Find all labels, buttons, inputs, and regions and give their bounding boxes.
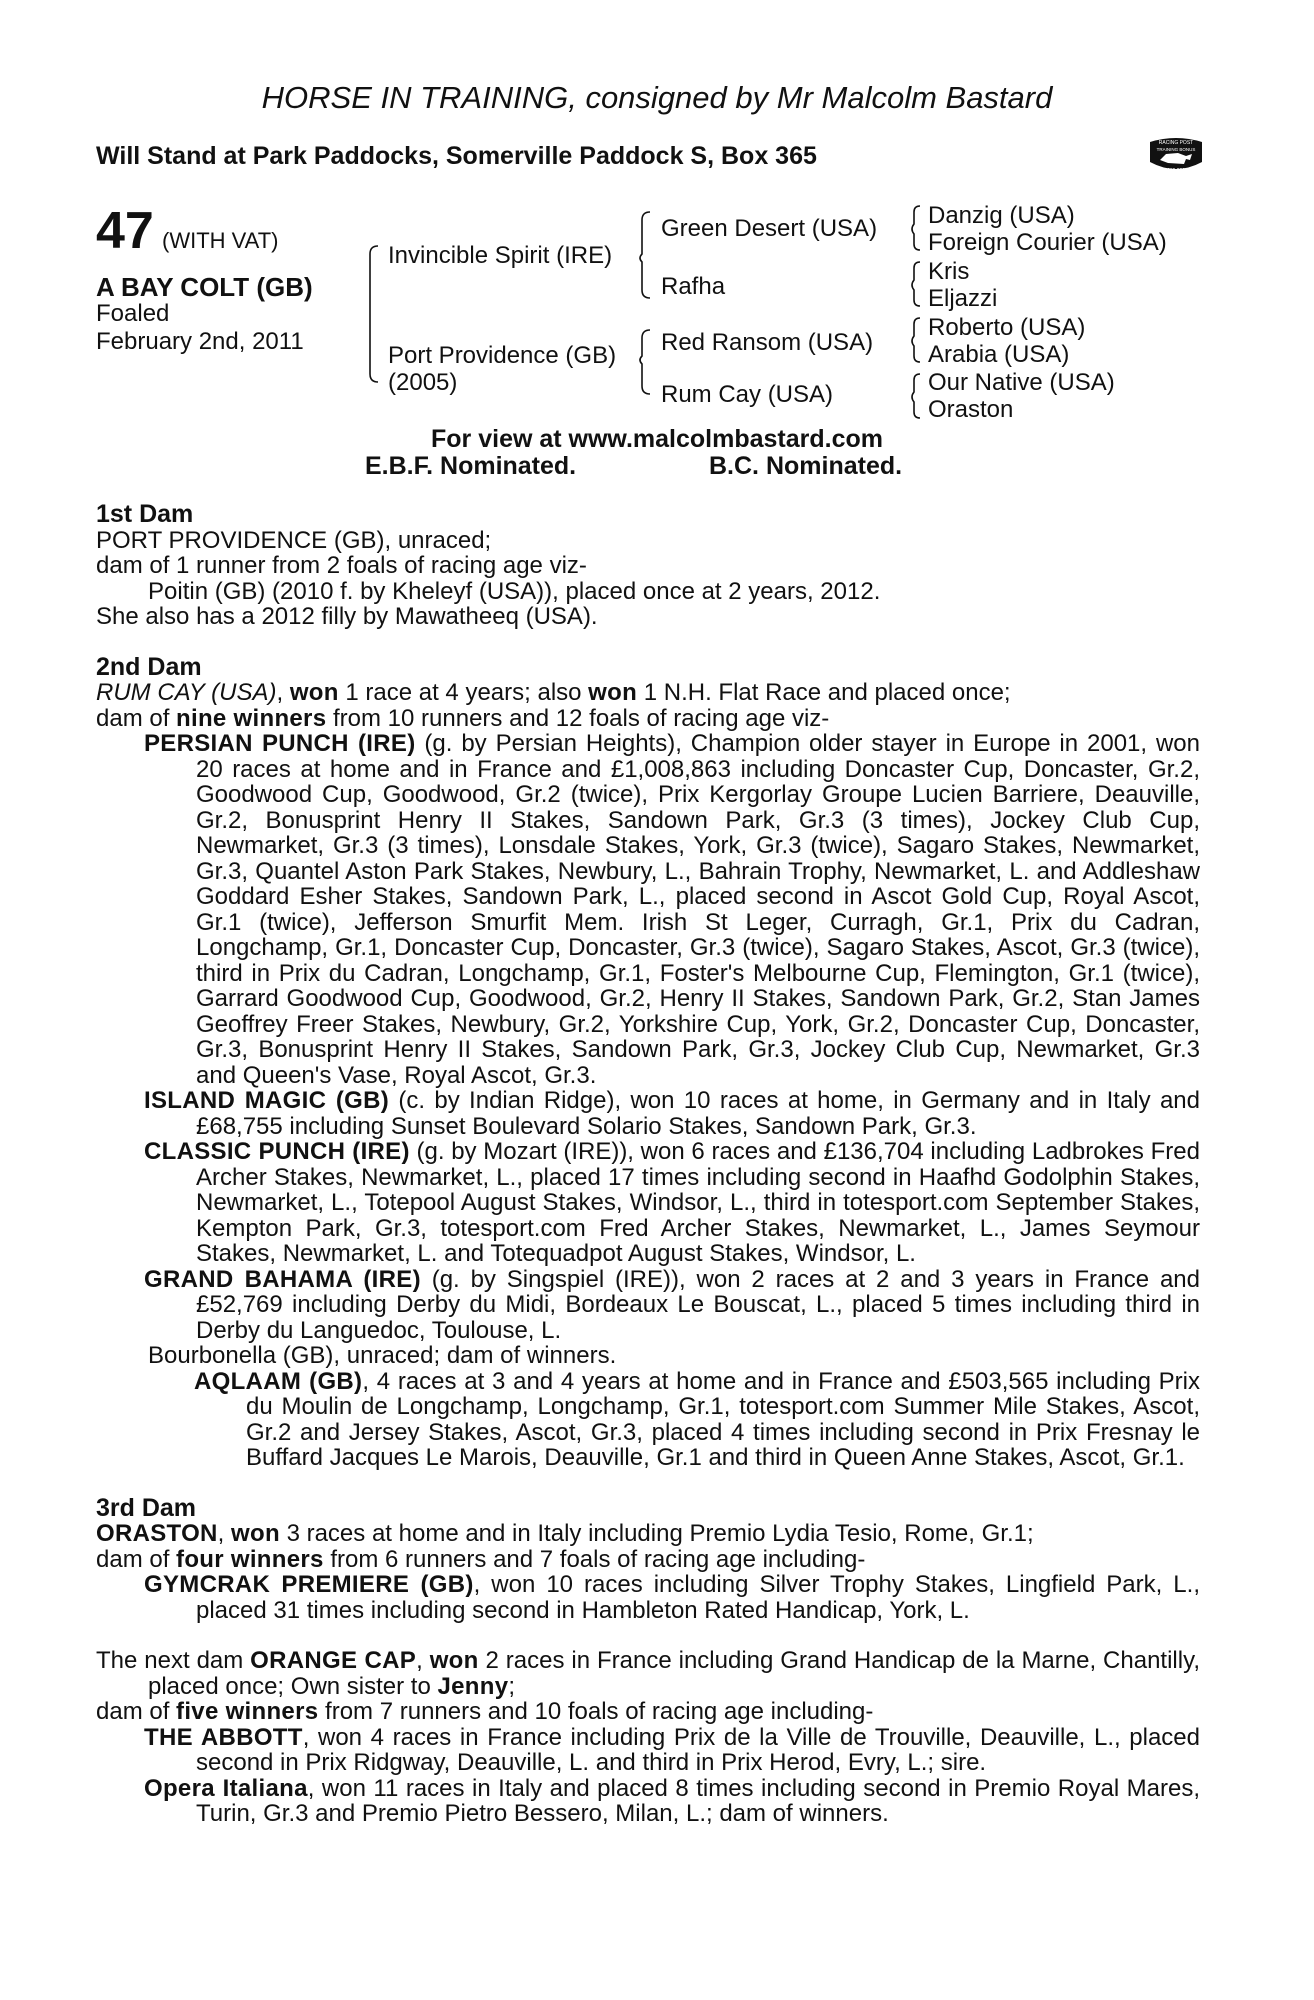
next-dam-produce-summary: dam of five winners from 7 runners and 10 foals of racing age including- bbox=[96, 1698, 874, 1725]
pedigree-dam-sire: Red Ransom (USA) bbox=[661, 329, 874, 356]
produce-entry-bourbonella: Bourbonella (GB), unraced; dam of winners. bbox=[148, 1342, 617, 1369]
horse-name: GYMCRAK PREMIERE (GB) bbox=[144, 1571, 474, 1598]
badge-top-text: RACING POST bbox=[1158, 140, 1194, 146]
pedigree-dam-name: Port Providence (GB) bbox=[388, 342, 617, 369]
pedigree-sds: Kris bbox=[928, 258, 970, 285]
first-dam-heading: 1st Dam bbox=[96, 500, 194, 528]
produce-entry-persian-punch: PERSIAN PUNCH (IRE) (g. by Persian Heights), Champion older stayer in Europe in 2001, won 20 races at home and in France and £1,008,863 including Doncaster Cup, Doncaster, Gr.2, Goodwood Cup, Goodwood, Gr.2 (twice), Prix Kergorlay Groupe Lucien Barriere, Deauville, Gr.2, Bonusprint Henry II Stakes, Sandown Park, Gr.3 (3 times), Jockey Club Cup, Newmarket, Gr.3 (3 times), Lonsdale Stakes, York, Gr.3 (twice), Sagaro Stakes, Newmarket, Gr.3, Quantel Aston Park Stakes, Newbury, L., Bahrain Trophy, Newmarket, L. and Addleshaw Goddard Esher Stakes, Sandown Park, L., placed second in Ascot Gold Cup, Royal Ascot, Gr.1 (twice), Jefferson Smurfit Mem. Irish St Leger, Curragh, Gr.1, Prix du Cadran, Longchamp, Gr.1, Doncaster Cup, Doncaster, Gr.3 (twice), Sagaro Stakes, Ascot, Gr.3 (twice), third in Prix du Cadran, Longchamp, Gr.1, Foster's Melbourne Cup, Flemington, Gr.1 (twice), Garrard Goodwood Cup, Goodwood, Gr.2, Henry II Stakes, Sandown Park, Gr.2, Stan James Geoffrey Freer Stakes, Newbury, Gr.2, Yorkshire Cup, York, Gr.2, Doncaster Cup, Doncaster, Gr.3, Bonusprint Henry II Stakes, Sandown Park, Gr.3, Jockey Club Cup, Newmarket, Gr.3 and Queen's Vase, Royal Ascot, Gr.3. bbox=[144, 730, 1200, 1089]
pedigree-sire-sire: Green Desert (USA) bbox=[661, 215, 878, 242]
pedigree-sire: Invincible Spirit (IRE) bbox=[388, 242, 613, 269]
won-label: won bbox=[231, 1520, 280, 1547]
horse-name: PERSIAN PUNCH (IRE) bbox=[144, 730, 416, 757]
pedigree-sss: Danzig (USA) bbox=[928, 202, 1075, 229]
pedigree-dsd: Arabia (USA) bbox=[928, 341, 1070, 368]
second-dam-name: RUM CAY (USA) bbox=[96, 679, 277, 706]
produce-entry-gymcrak-premiere: GYMCRAK PREMIERE (GB), won 10 races including Silver Trophy Stakes, Lingfield Park, L., placed 31 times including second in Hambleton Rated Handicap, York, L. bbox=[144, 1571, 1200, 1624]
catalogue-header: HORSE IN TRAINING, consigned by Mr Malcolm Bastard bbox=[261, 80, 1053, 115]
won-label: won bbox=[429, 1647, 479, 1674]
produce-entry-the-abbott: THE ABBOTT, won 4 races in France including Prix de la Ville de Trouville, Deauville, L., placed second in Prix Ridgway, Deauville, L. and third in Prix Herod, Evry, L.; sire. bbox=[144, 1723, 1200, 1776]
horse-name: Jenny bbox=[437, 1672, 509, 1700]
third-dam-line: ORASTON, won 3 races at home and in Italy including Premio Lydia Tesio, Rome, Gr.1; bbox=[96, 1520, 1034, 1547]
won-label: won bbox=[588, 679, 638, 706]
pedigree-dds: Our Native (USA) bbox=[928, 369, 1115, 396]
vat-note: (WITH VAT) bbox=[162, 228, 279, 253]
horse-name: THE ABBOTT bbox=[144, 1723, 303, 1751]
pedigree-bracket-sire bbox=[640, 212, 650, 298]
second-dam-record-2: 1 N.H. Flat Race and placed once; bbox=[637, 679, 1011, 706]
bc-nomination: B.C. Nominated. bbox=[709, 452, 903, 480]
bracket-rafha bbox=[912, 262, 920, 306]
produce-entry-island-magic: ISLAND MAGIC (GB) (c. by Indian Ridge), won 10 races at home, in Germany and in Italy and £68,755 including Sunset Boulevard Solario Stakes, Sandown Park, Gr.3. bbox=[144, 1087, 1200, 1140]
bracket-red-ransom bbox=[912, 318, 920, 362]
pedigree-bracket-main bbox=[370, 246, 378, 382]
produce-entry-aqlaam: AQLAAM (GB), 4 races at 3 and 4 years at home and in France and £503,565 including Prix du Moulin de Longchamp, Longchamp, Gr.1, totesport.com Summer Mile Stakes, Ascot, Gr.2 and Jersey Stakes, Ascot, Gr.3, placed 4 times including second in Prix Fresnay le Buffard Jacques Le Marois, Deauville, Gr.1 and third in Queen Anne Stakes, Ascot, Gr.1. bbox=[194, 1367, 1200, 1471]
horse-name: Opera Italiana bbox=[144, 1774, 308, 1802]
produce-entry-grand-bahama: GRAND BAHAMA (IRE) (g. by Singspiel (IRE)), won 2 races at 2 and 3 years in France and £52,769 including Derby du Midi, Bordeaux Le Bouscat, L., placed 5 times including third in Derby du Languedoc, Toulouse, L. bbox=[144, 1265, 1200, 1344]
first-dam-line: PORT PROVIDENCE (GB), unraced; bbox=[96, 526, 492, 554]
foaled-label: Foaled bbox=[96, 300, 170, 327]
second-dam-produce-summary: dam of nine winners from 10 runners and 12 foals of racing age viz- bbox=[96, 704, 830, 732]
bracket-green-desert bbox=[912, 206, 920, 250]
second-dam-line: RUM CAY (USA), won 1 race at 4 years; also won 1 N.H. Flat Race and placed once; bbox=[96, 679, 1011, 706]
pedigree-bracket-dam bbox=[640, 330, 650, 394]
horse-description: A BAY COLT (GB) bbox=[96, 272, 313, 302]
produce-entry-classic-punch: CLASSIC PUNCH (IRE) (g. by Mozart (IRE)), won 6 races and £136,704 including Ladbrokes Fred Archer Stakes, Newmarket, L., placed 17 times including second in Haafhd Godolphin Stakes, Newmarket, L., Totepool August Stakes, Windsor, L., third in totesport.com September Stakes, Kempton Park, Gr.3, totesport.com Fred Archer Stakes, Newmarket, L., James Seymour Stakes, Newmarket, L. and Totequadpot August Stakes, Windsor, L. bbox=[144, 1138, 1200, 1267]
second-dam-heading: 2nd Dam bbox=[96, 652, 202, 681]
badge-mid-text: TRAINING BONUS bbox=[1156, 147, 1196, 152]
next-dam-line: The next dam ORANGE CAP, won 2 races in France including Grand Handicap de la Marne, Chantilly, placed once; Own sister to Jenny; bbox=[96, 1647, 1200, 1700]
winner-count: four winners bbox=[176, 1545, 324, 1573]
pedigree-ddd: Oraston bbox=[928, 396, 1014, 423]
lot-number: 47 bbox=[96, 202, 154, 260]
venue-line: Will Stand at Park Paddocks, Somerville Paddock S, Box 365 bbox=[96, 142, 817, 170]
pedigree-sdd: Eljazzi bbox=[928, 285, 998, 312]
pedigree-dam-year: (2005) bbox=[388, 369, 458, 396]
horse-name: ISLAND MAGIC (GB) bbox=[144, 1087, 390, 1114]
second-dam-record: 1 race at 4 years; also bbox=[338, 679, 589, 706]
first-dam-produce-item: Poitin (GB) (2010 f. by Kheleyf (USA)), placed once at 2 years, 2012. bbox=[148, 577, 881, 605]
catalogue-body bbox=[96, 502, 1200, 1827]
horse-name: GRAND BAHAMA (IRE) bbox=[144, 1265, 421, 1293]
horse-name: CLASSIC PUNCH (IRE) bbox=[144, 1138, 410, 1165]
horse-name: ORASTON bbox=[96, 1520, 218, 1547]
third-dam-produce-summary: dam of four winners from 6 runners and 7 foals of racing age including- bbox=[96, 1545, 866, 1573]
horse-name: AQLAAM (GB) bbox=[194, 1367, 363, 1395]
pedigree-dss: Roberto (USA) bbox=[928, 314, 1086, 341]
foaled-date: February 2nd, 2011 bbox=[96, 328, 304, 355]
winner-count: nine winners bbox=[176, 704, 327, 732]
pedigree-brackets bbox=[0, 0, 1314, 430]
bracket-rum-cay bbox=[912, 374, 920, 418]
first-dam-produce-summary: dam of 1 runner from 2 foals of racing age viz- bbox=[96, 552, 587, 579]
produce-entry-opera-italiana: Opera Italiana, won 11 races in Italy and placed 8 times including second in Premio Royal Mares, Turin, Gr.3 and Premio Pietro Bessero, Milan, L.; dam of winners. bbox=[144, 1774, 1200, 1827]
view-link-line: For view at www.malcolmbastard.com bbox=[431, 425, 883, 453]
pedigree-ssd: Foreign Courier (USA) bbox=[928, 229, 1167, 256]
badge-value-text: £10,000 bbox=[1166, 168, 1186, 174]
ebf-nomination: E.B.F. Nominated. bbox=[365, 452, 577, 480]
pedigree-dam-dam: Rum Cay (USA) bbox=[661, 381, 834, 408]
third-dam-heading: 3rd Dam bbox=[96, 1493, 197, 1522]
won-label: won bbox=[289, 679, 339, 706]
first-dam-note: She also has a 2012 filly by Mawatheeq (USA). bbox=[96, 603, 598, 630]
horse-name: ORANGE CAP bbox=[250, 1647, 417, 1674]
winner-count: five winners bbox=[176, 1698, 319, 1725]
pedigree-sire-dam: Rafha bbox=[661, 273, 726, 300]
